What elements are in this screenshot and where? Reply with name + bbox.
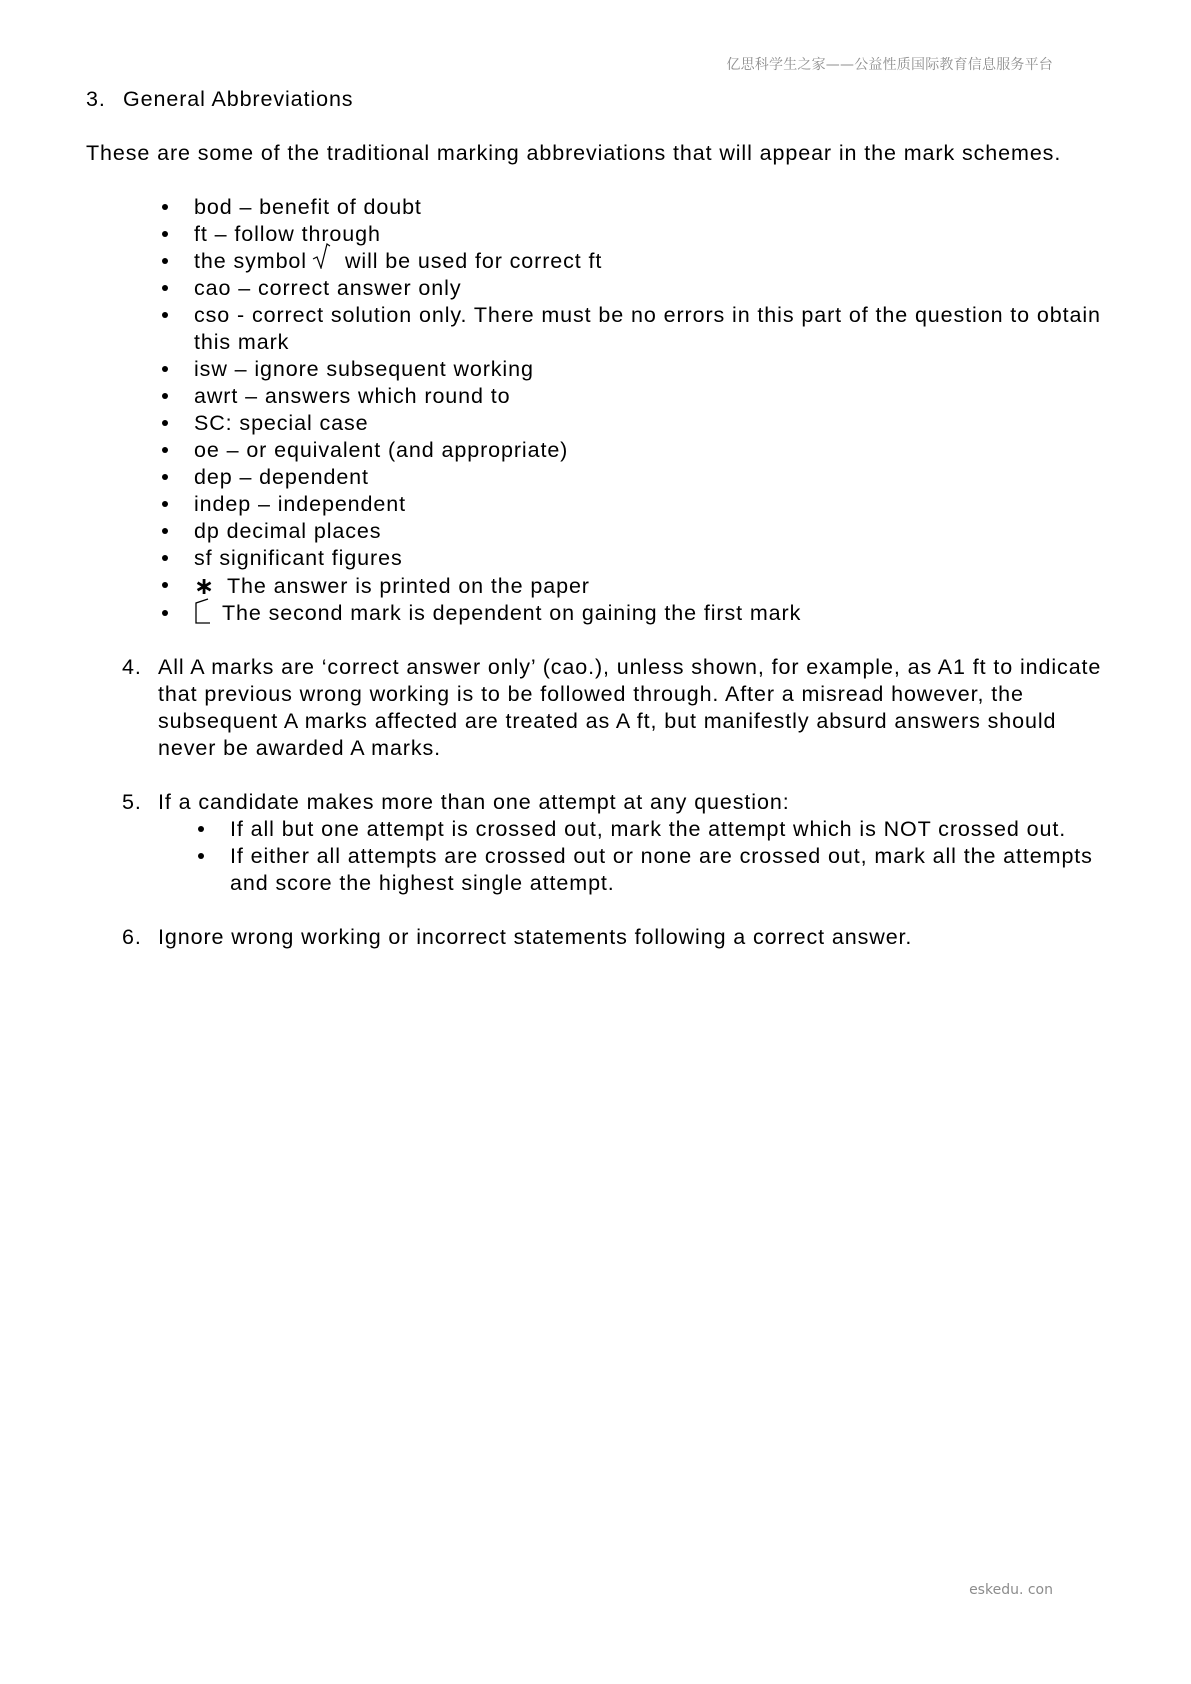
- list-item-text: the symbol: [194, 249, 307, 273]
- marking-points-list: [86, 654, 1116, 951]
- document-body: [86, 86, 1116, 978]
- sub-list: [158, 816, 1116, 897]
- list-item: dep – dependent: [194, 464, 1116, 491]
- point-text: If a candidate makes more than one attempt at any question:: [158, 790, 790, 814]
- list-item: sf significant figures: [194, 545, 1116, 572]
- list-item: ft – follow through: [194, 221, 1116, 248]
- list-item: isw – ignore subsequent working: [194, 356, 1116, 383]
- list-item: [194, 572, 1116, 600]
- list-item-text: The answer is printed on the paper: [227, 574, 590, 598]
- list-item-text: will be used for correct ft: [344, 249, 603, 273]
- list-item: indep – independent: [194, 491, 1116, 518]
- point-text: Ignore wrong working or incorrect statements following a correct answer.: [158, 925, 913, 949]
- bracket-icon: [194, 598, 210, 624]
- marking-point: [86, 924, 1116, 951]
- header-watermark: 亿思科学生之家——公益性质国际教育信息服务平台: [726, 57, 1053, 73]
- list-item-text: The second mark is dependent on gaining the first mark: [222, 601, 802, 625]
- sub-list-item: If all but one attempt is crossed out, mark the attempt which is NOT crossed out.: [230, 816, 1116, 843]
- sqrt-check-icon: [311, 242, 333, 269]
- marking-point: [86, 654, 1116, 762]
- point-number: 5.: [122, 790, 142, 814]
- list-item: [194, 600, 1116, 627]
- section-heading: [86, 86, 1116, 113]
- point-number: 4.: [122, 655, 142, 679]
- list-item: awrt – answers which round to: [194, 383, 1116, 410]
- intro-paragraph: These are some of the traditional marking abbreviations that will appear in the mark schemes.: [86, 141, 1062, 165]
- list-item: cao – correct answer only: [194, 275, 1116, 302]
- list-item: oe – or equivalent (and appropriate): [194, 437, 1116, 464]
- list-item: bod – benefit of doubt: [194, 194, 1116, 221]
- point-text: All A marks are ‘correct answer only’ (cao.), unless shown, for example, as A1 ft to indicate that previous wrong working is to be followed through. After a misread however, the subsequent A marks affected are treated as A ft, but manifestly absurd answers should never be awarded A marks.: [158, 655, 1102, 760]
- asterisk-icon: ∗: [194, 573, 216, 600]
- list-item: dp decimal places: [194, 518, 1116, 545]
- section-title: General Abbreviations: [123, 87, 354, 111]
- list-item: [194, 248, 1116, 275]
- point-number: 6.: [122, 925, 142, 949]
- list-item: cso - correct solution only. There must be no errors in this part of the question to obtain this mark: [194, 302, 1116, 356]
- abbreviation-list: [86, 194, 1116, 627]
- section-number: 3.: [86, 87, 106, 111]
- list-item: SC: special case: [194, 410, 1116, 437]
- marking-point: [86, 789, 1116, 897]
- sub-list-item: If either all attempts are crossed out or none are crossed out, mark all the attempts and score the highest single attempt.: [230, 843, 1116, 897]
- footer-watermark: eskedu. con: [969, 1582, 1053, 1598]
